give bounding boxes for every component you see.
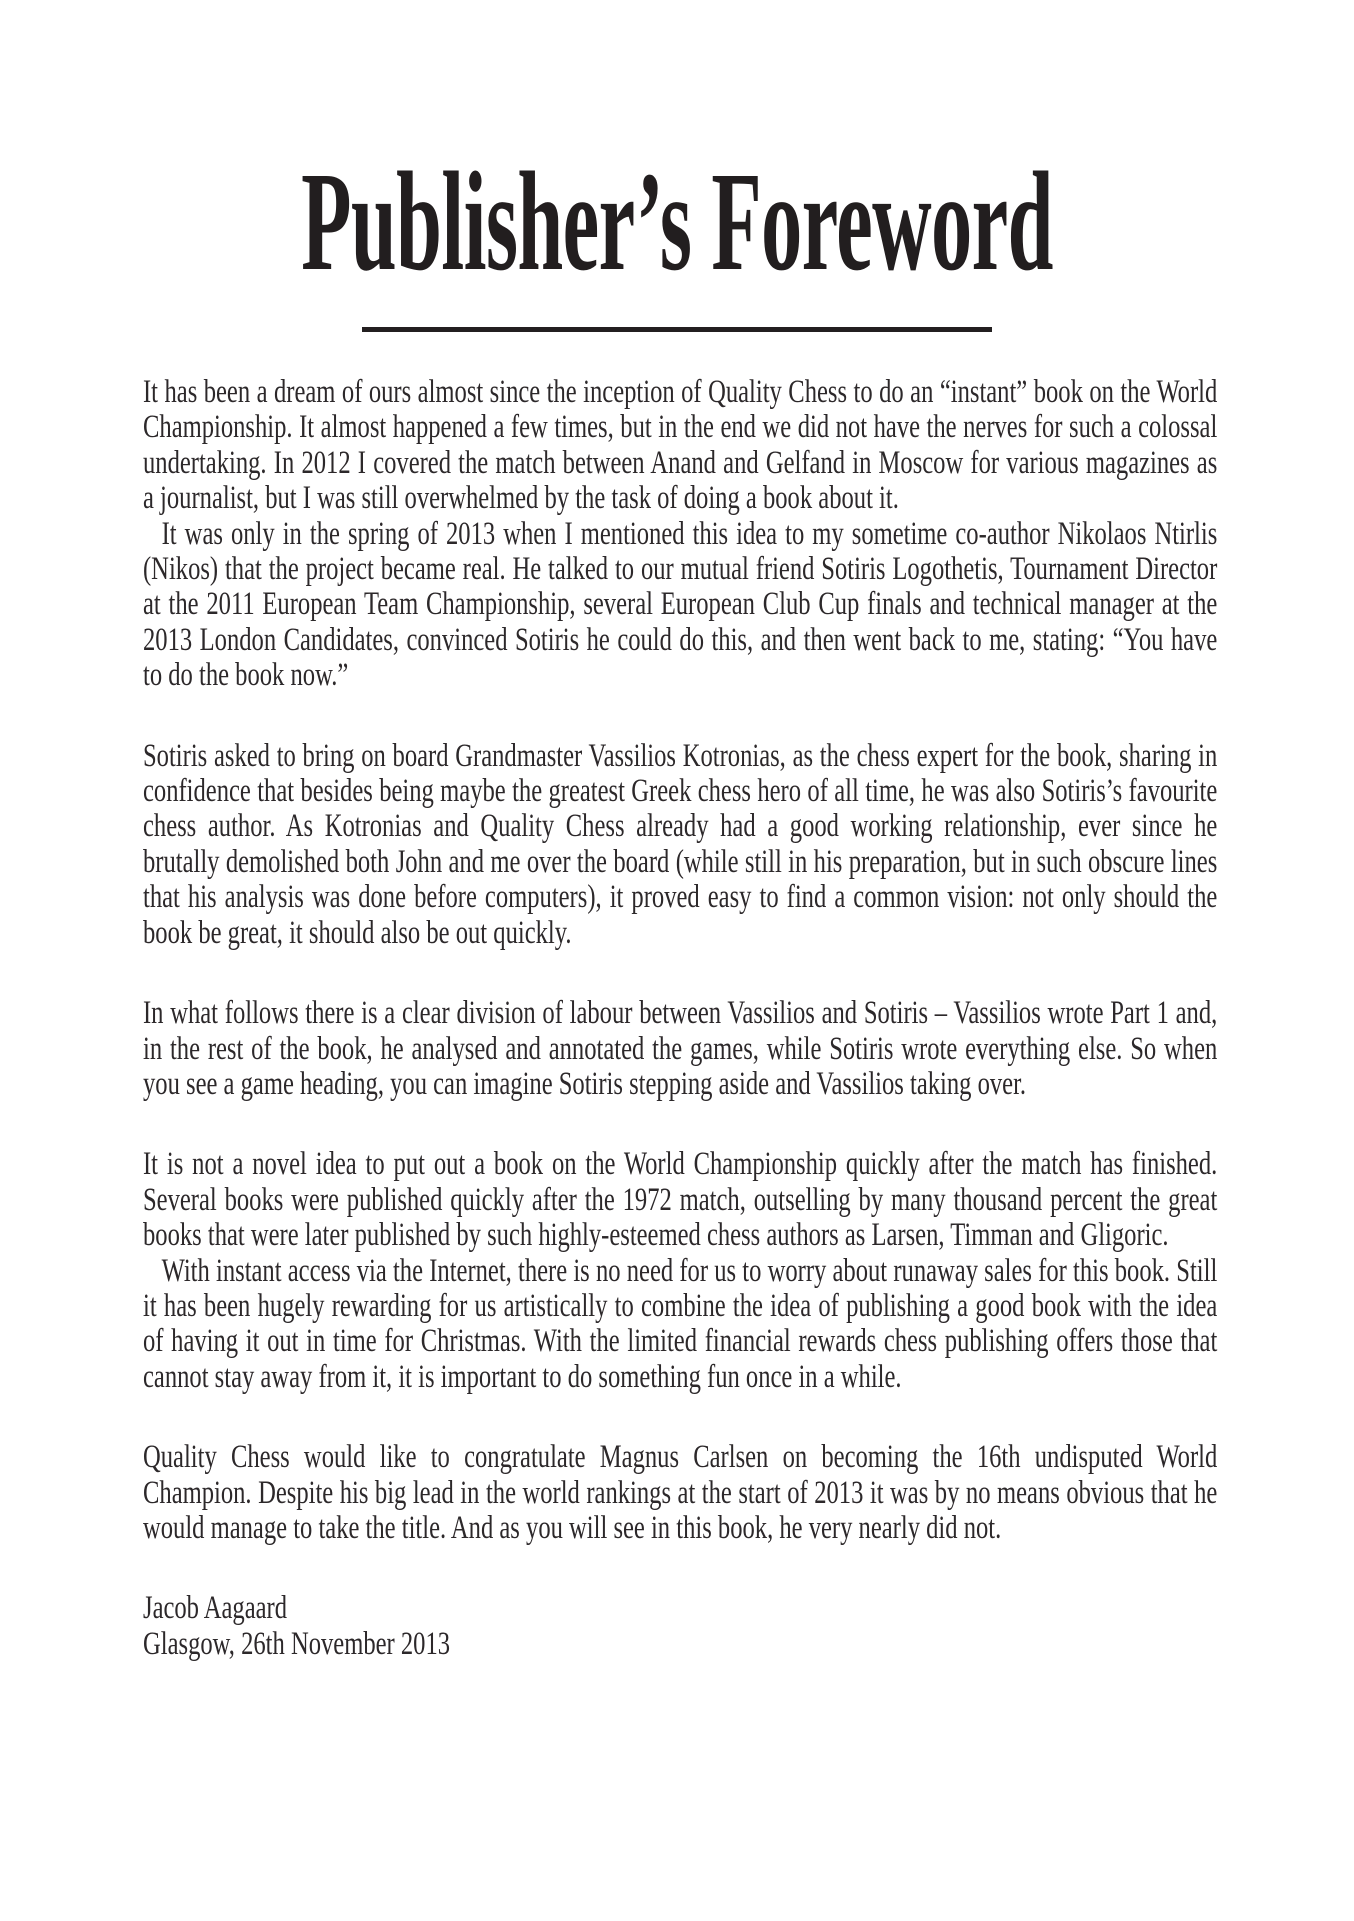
paragraph: It was only in the spring of 2013 when I mentioned this idea to my sometime co-author Nikolaos Ntirlis (Nikos) that the project became real. He talked to our mutual friend Sotiris Logothetis, Tournament Director at the 2011 European Team Championship, several European Club Cup finals and technical manager at the 2013 London Candidates, convinced Sotiris he could do this, and then went back to me, stating: “You have to do the book now.” [143, 515, 1218, 694]
paragraph: With instant access via the Internet, there is no need for us to worry about runaway sales for this book. Still it has been hugely rewarding for us artistically to combine the idea of publishing a good book with the idea of having it out in time for Christmas. With the limited financial rewards chess publishing offers those that cannot stay away from it, it is important to do something fun once in a while. [143, 1252, 1218, 1395]
title-divider [362, 327, 992, 332]
foreword-body [143, 375, 1217, 1662]
paragraph-block [143, 1440, 1217, 1546]
page-title: Publisher’s Foreword [301, 142, 1053, 300]
signature-place-date: Glasgow, 26th November 2013 [143, 1625, 451, 1662]
paragraph: Quality Chess would like to congratulate Magnus Carlsen on becoming the 16th undisputed World Champion. Despite his big lead in the world rankings at the start of 2013 it was by no means obvious that he would manage to take the title. And as you will see in this book, he very nearly did not. [143, 1439, 1218, 1546]
paragraph: Sotiris asked to bring on board Grandmaster Vassilios Kotronias, as the chess expert for the book, sharing in confidence that besides being maybe the greatest Greek chess hero of all time, he was also Sotiris’s favourite chess author. As Kotronias and Quality Chess already had a good working relationship, ever since he brutally demolished both John and me over the board (while still in his preparation, but in such obscure lines that his analysis was done before computers), it proved easy to find a common vision: not only should the book be great, it should also be out quickly. [143, 737, 1218, 951]
paragraph: It has been a dream of ours almost since the inception of Quality Chess to do an “instant” book on the World Championship. It almost happened a few times, but in the end we did not have the nerves for such a colossal undertaking. In 2012 I covered the match between Anand and Gelfand in Moscow for various magazines as a journalist, but I was still overwhelmed by the task of doing a book about it. [143, 374, 1218, 517]
paragraph-block [143, 375, 1217, 694]
paragraph-block [143, 1147, 1217, 1395]
paragraph: It is not a novel idea to put out a book on the World Championship quickly after the match has finished. Several books were published quickly after the 1972 match, outselling by many thousand percent the great books that were later published by such highly-esteemed chess authors as Larsen, Timman and Gligoric. [143, 1146, 1218, 1254]
signature-name: Jacob Aagaard [143, 1590, 288, 1627]
paragraph: In what follows there is a clear division of labour between Vassilios and Sotiris – Vassilios wrote Part 1 and, in the rest of the book, he analysed and annotated the games, while Sotiris wrote everything else. So when you see a game heading, you can imagine Sotiris stepping aside and Vassilios taking over. [143, 995, 1218, 1102]
signature-block [143, 1591, 1217, 1662]
title-section [0, 142, 1354, 300]
paragraph-block [143, 996, 1217, 1102]
paragraph-block [143, 739, 1217, 951]
